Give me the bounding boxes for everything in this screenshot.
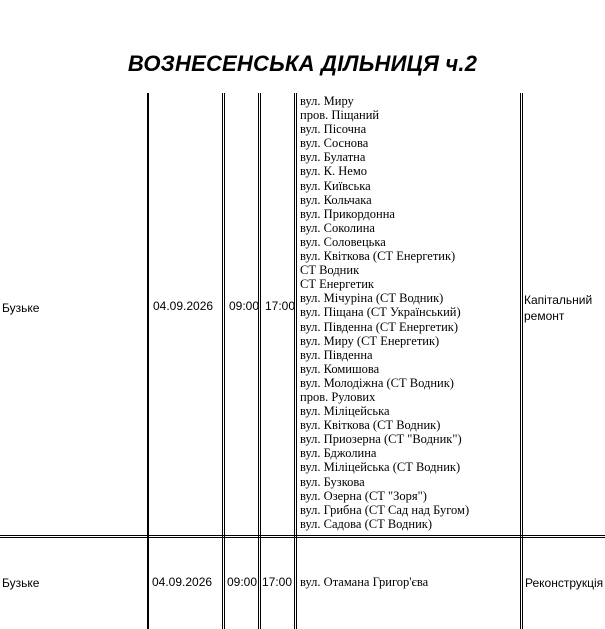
address-item: вул. Бузкова: [300, 474, 365, 489]
address-item: СТ Енергетик: [300, 277, 374, 292]
row-divider: [0, 537, 605, 538]
address-item: вул. Південна (СТ Енергетик): [300, 319, 458, 334]
column-divider: [224, 93, 225, 629]
address-item: пров. Піщаний: [300, 108, 380, 123]
address-item: вул. Квіткова (СТ Водник): [300, 418, 441, 433]
address-item: вул. Прикордонна: [300, 206, 395, 221]
address-item: пров. Рулових: [300, 389, 376, 404]
address-item: вул. Миру: [300, 94, 354, 108]
start-time-cell: 09:00: [229, 299, 260, 313]
column-divider: [522, 93, 523, 629]
address-item: вул. Бджолина: [300, 446, 377, 461]
column-divider: [260, 93, 261, 629]
address-item: вул. Булатна: [300, 150, 366, 165]
address-item: вул. Піщана (СТ Український): [300, 305, 461, 320]
row-divider: [0, 535, 605, 536]
column-divider: [520, 93, 521, 629]
column-divider: [258, 93, 259, 629]
work-type-line: Капітальний: [524, 293, 593, 307]
address-item: вул. Молодіжна (СТ Водник): [300, 375, 454, 390]
address-item: вул. Комишова: [300, 361, 380, 376]
address-item: вул. Квіткова (СТ Енергетик): [300, 249, 456, 264]
column-divider: [222, 93, 223, 629]
address-item: СТ Водник: [300, 263, 360, 278]
address-item: вул. Соснова: [300, 136, 369, 151]
end-time-cell: 17:00: [265, 299, 296, 313]
end-time-cell: 17:00: [262, 575, 293, 589]
address-list: [300, 94, 469, 531]
address-cell: вул. Отамана Григор'єва: [300, 575, 429, 589]
address-item: вул. Міліцейська: [300, 404, 390, 419]
work-type-cell: Реконструкція: [525, 576, 604, 590]
work-type-line: ремонт: [524, 309, 565, 323]
date-cell: 04.09.2026: [153, 299, 214, 313]
address-item: вул. Пісочна: [300, 122, 367, 137]
address-item: вул. Південна: [300, 347, 373, 362]
page-title: ВОЗНЕСЕНСЬКА ДІЛЬНИЦЯ ч.2: [127, 51, 478, 76]
address-item: вул. Грибна (СТ Сад над Бугом): [300, 502, 470, 517]
address-item: вул. Київська: [300, 178, 371, 193]
address-item: вул. Міліцейська (СТ Водник): [300, 460, 461, 475]
column-divider: [294, 93, 295, 629]
address-item: вул. Озерна (СТ "Зоря"): [300, 488, 427, 503]
address-item: вул. Мічуріна (СТ Водник): [300, 291, 444, 306]
date-cell: 04.09.2026: [152, 575, 213, 589]
address-item: вул. Кольчака: [300, 192, 372, 207]
address-item: вул. Соловецька: [300, 234, 386, 249]
address-item: вул. Приозерна (СТ "Водник"): [300, 432, 462, 447]
address-item: вул. Соколина: [300, 220, 375, 235]
column-divider: [296, 93, 297, 629]
column-divider: [148, 93, 149, 629]
address-item: вул. Миру (СТ Енергетик): [300, 333, 440, 348]
start-time-cell: 09:00: [227, 575, 258, 589]
address-item: вул. Садова (СТ Водник): [300, 516, 433, 531]
settlement-cell: Бузьке: [2, 301, 40, 315]
address-item: вул. К. Немо: [300, 164, 367, 179]
settlement-cell: Бузьке: [2, 576, 40, 590]
work-type-cell: [524, 292, 592, 324]
